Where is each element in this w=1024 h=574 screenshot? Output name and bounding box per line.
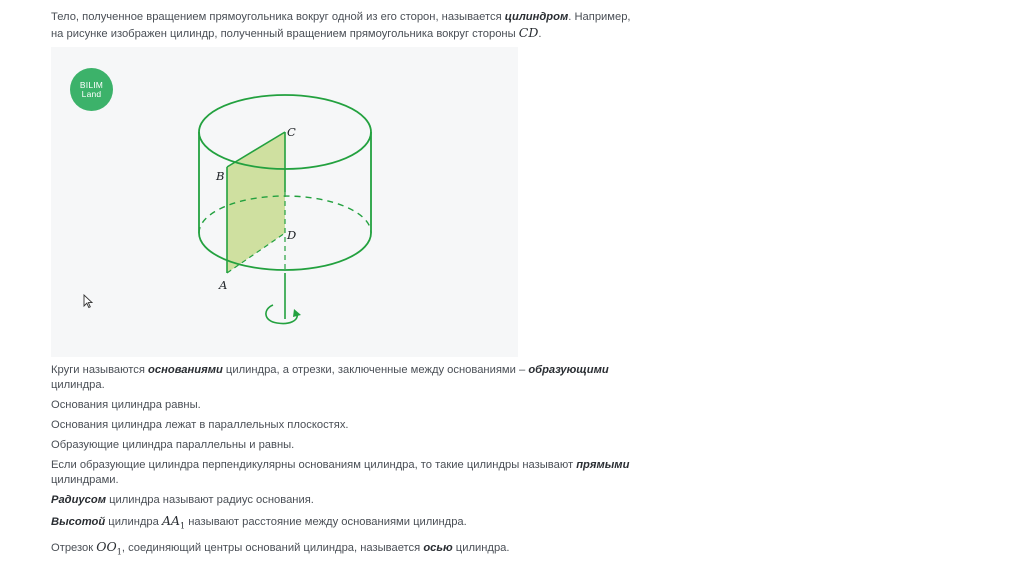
- logo-line-2: Land: [81, 88, 102, 99]
- p1-text-3: цилиндра.: [51, 379, 105, 391]
- intro-text-4: .: [538, 28, 542, 40]
- p8-text-3: цилиндра.: [452, 541, 510, 554]
- intro-text-3: на рисунке изображен цилиндр, полученный вращением прямоугольника вокруг стороны: [51, 28, 519, 40]
- p5-text-1: Если образующие цилиндра перпендикулярны основаниям цилиндра, то такие цилиндры называют: [51, 459, 577, 471]
- p1-text-1: Круги называются: [51, 364, 149, 376]
- term-right: прямыми: [576, 459, 630, 471]
- math-oo1: [96, 539, 122, 554]
- label-d: D: [287, 228, 297, 242]
- cylinder-diagram: [51, 47, 518, 357]
- rotation-arrow: [266, 305, 297, 324]
- paragraph-generators-parallel: Образующие цилиндра параллельны и равны.: [51, 439, 295, 451]
- term-axis: осью: [423, 541, 453, 554]
- paragraph-parallel-planes: Основания цилиндра лежат в параллельных плоскостях.: [51, 419, 349, 431]
- term-cylinder: цилиндром: [504, 11, 569, 23]
- intro-text-2: . Например,: [568, 11, 631, 23]
- p7-text-2: называют расстояние между основаниями цилиндра.: [185, 516, 467, 528]
- logo-line-1: BILIM: [79, 79, 104, 90]
- paragraph-bases: [51, 363, 631, 393]
- math-aa: AA: [161, 513, 181, 528]
- math-cd: CD: [518, 25, 539, 40]
- math-oo: OO: [96, 538, 117, 554]
- label-b: B: [216, 169, 225, 183]
- term-radius: Радиусом: [51, 494, 106, 506]
- rotation-arrowhead: [293, 309, 301, 317]
- paragraph-height: [51, 513, 631, 534]
- intro-text-1: Тело, полученное вращением прямоугольника вокруг одной из его сторон, называется: [51, 11, 505, 23]
- p1-text-2: цилиндра, а отрезки, заключенные между основаниями –: [222, 364, 529, 376]
- paragraph-axis: [51, 539, 631, 560]
- paragraph-right-cylinder: [51, 458, 631, 488]
- term-bases: основаниями: [148, 364, 223, 376]
- paragraph-bases-equal: Основания цилиндра равны.: [51, 399, 201, 411]
- mouse-pointer-icon: [83, 294, 93, 309]
- label-a: A: [219, 278, 228, 292]
- p6-text: цилиндра называют радиус основания.: [106, 494, 314, 506]
- cylinder-figure: [51, 47, 518, 357]
- term-generators: образующими: [528, 364, 609, 376]
- bilimland-logo: [70, 68, 113, 111]
- math-aa-sub: 1: [180, 521, 186, 531]
- math-aa1: [161, 513, 186, 531]
- rectangle-abcd: [227, 132, 285, 273]
- intro-line-2: [51, 25, 631, 42]
- p8-text-2: , соединяющий центры оснований цилиндра, называется: [121, 541, 424, 554]
- intro-line-1: [51, 10, 631, 25]
- p5-text-2: цилиндрами.: [51, 474, 119, 486]
- definitions-text: [51, 363, 631, 564]
- paragraph-radius: [51, 493, 631, 508]
- intro-text: [51, 10, 631, 42]
- p8-text-1: Отрезок: [51, 541, 97, 554]
- p7-text-1: цилиндра: [105, 516, 162, 528]
- term-height: Высотой: [51, 516, 106, 528]
- math-oo-sub: 1: [116, 547, 122, 556]
- label-c: C: [287, 125, 296, 139]
